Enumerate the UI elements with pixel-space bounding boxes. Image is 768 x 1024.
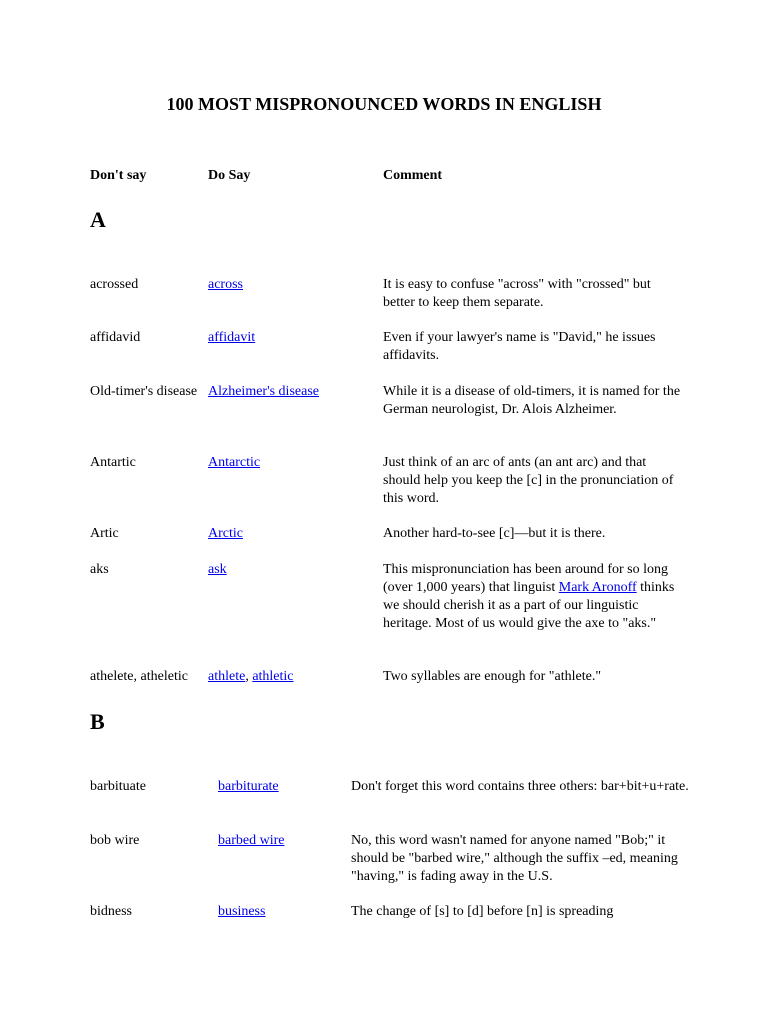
do-say-link[interactable]: affidavit bbox=[208, 330, 256, 345]
header-dont-say: Don't say bbox=[90, 168, 147, 183]
do-say-cell bbox=[218, 903, 265, 921]
comment-text: Just think of an arc of ants (an ant arc) and that should help you keep the [c] in the pronunciation of this word. bbox=[383, 455, 674, 506]
do-say-cell bbox=[208, 454, 260, 472]
comment-text: Even if your lawyer's name is "David," he issues affidavits. bbox=[383, 330, 656, 363]
dont-say-word: aks bbox=[90, 562, 109, 577]
comment-text-part: thinks we should cherish it as a part of our linguistic heritage. Most of us would give the axe to "aks." bbox=[383, 580, 675, 631]
mark-aronoff-link[interactable]: Mark Aronoff bbox=[558, 580, 637, 595]
do-say-link[interactable]: ask bbox=[208, 562, 227, 577]
comment-text: While it is a disease of old-timers, it is named for the German neurologist, Dr. Alois Alzheimer. bbox=[383, 384, 681, 417]
do-say-link[interactable]: barbed wire bbox=[218, 833, 285, 848]
do-say-link[interactable]: Alzheimer's disease bbox=[208, 384, 319, 399]
comment-text bbox=[383, 561, 683, 633]
section-letter-b: B bbox=[90, 709, 105, 734]
page-title: 100 MOST MISPRONOUNCED WORDS IN ENGLISH bbox=[166, 94, 602, 114]
do-say-cell bbox=[208, 276, 243, 294]
section-letter-a: A bbox=[90, 207, 106, 232]
do-say-cell bbox=[208, 329, 255, 347]
do-say-cell: athlete, athletic bbox=[208, 669, 294, 684]
comment-text: Two syllables are enough for "athlete." bbox=[383, 669, 602, 684]
do-say-link[interactable]: Antarctic bbox=[208, 455, 261, 470]
dont-say-word: bidness bbox=[90, 904, 132, 919]
comment-text: Don't forget this word contains three others: bar+bit+u+rate. bbox=[351, 779, 689, 794]
do-say-link[interactable]: business bbox=[218, 904, 266, 919]
dont-say-word: Artic bbox=[90, 526, 119, 541]
do-say-cell bbox=[208, 561, 227, 579]
do-say-link[interactable]: across bbox=[208, 277, 243, 292]
comment-text: The change of [s] to [d] before [n] is spreading bbox=[351, 904, 614, 919]
comment-text: It is easy to confuse "across" with "crossed" but better to keep them separate. bbox=[383, 277, 651, 310]
dont-say-word: acrossed bbox=[90, 277, 139, 292]
comment-text-part: This mispronunciation has been around for so long (over 1,000 years) that linguist bbox=[383, 562, 669, 595]
dont-say-word: barbituate bbox=[90, 779, 146, 794]
do-say-cell bbox=[208, 383, 319, 401]
do-say-cell bbox=[218, 778, 279, 796]
dont-say-word: Old-timer's disease bbox=[90, 384, 198, 399]
do-say-cell bbox=[218, 832, 284, 850]
dont-say-word: athelete, atheletic bbox=[90, 669, 188, 684]
header-comment: Comment bbox=[383, 168, 443, 183]
do-say-link[interactable]: Arctic bbox=[208, 526, 243, 541]
comment-text: Another hard-to-see [c]—but it is there. bbox=[383, 526, 606, 541]
header-do-say: Do Say bbox=[208, 168, 251, 183]
dont-say-word: affidavid bbox=[90, 330, 141, 345]
do-say-link[interactable]: barbiturate bbox=[218, 779, 279, 794]
comment-text: No, this word wasn't named for anyone named "Bob;" it should be "barbed wire," although the suffix –ed, meaning "having," is fading away in the U.S. bbox=[351, 833, 678, 884]
dont-say-word: Antartic bbox=[90, 455, 136, 470]
dont-say-word: bob wire bbox=[90, 833, 140, 848]
do-say-link[interactable]: athletic bbox=[252, 669, 294, 684]
do-say-link[interactable]: athlete bbox=[208, 669, 246, 684]
do-say-cell bbox=[208, 525, 243, 543]
